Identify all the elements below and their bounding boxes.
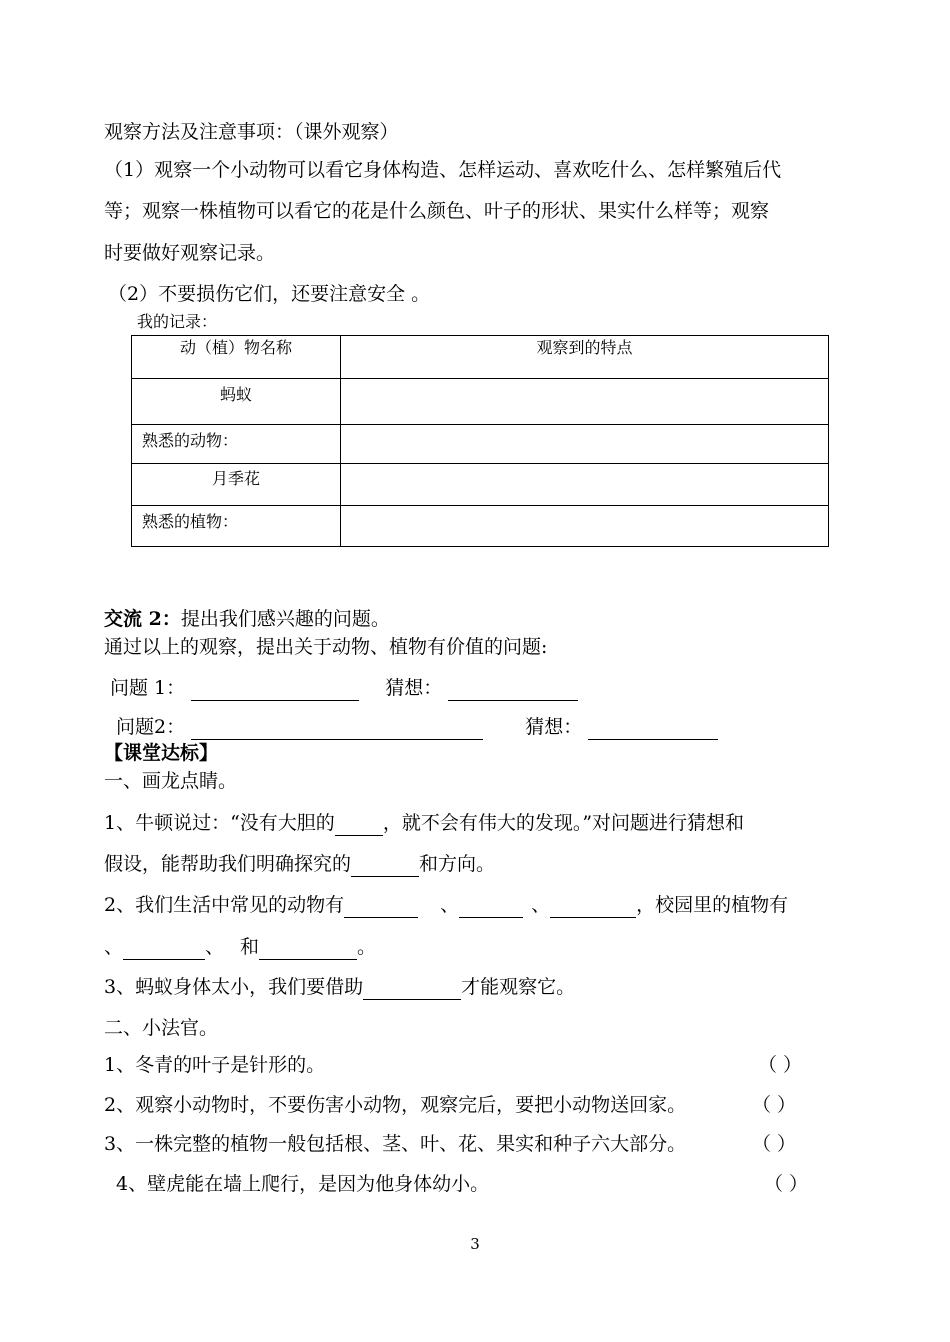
classroom-title: 【课堂达标】 (104, 742, 219, 764)
exchange2-intro: 通过以上的观察，提出关于动物、植物有价值的问题: (104, 636, 548, 658)
judge-item-3: 3、一株完整的植物一般包括根、茎、叶、花、果实和种子六大部分。 (104, 1133, 687, 1155)
row-features-cell[interactable] (341, 425, 829, 464)
fill-q3-line (104, 974, 575, 1000)
table-row (132, 379, 829, 425)
fill-q1-text-d: 和方向。 (419, 853, 496, 875)
fill-q2-sep4: 、 (205, 936, 225, 958)
fill-q2-blank3[interactable] (550, 897, 636, 918)
question2-line (116, 714, 718, 740)
row-name: 熟悉的植物： (132, 506, 341, 547)
methods-heading: 观察方法及注意事项：（课外观察） (104, 121, 399, 143)
fill-q1-text-c: 假设，能帮助我们明确探究的 (104, 853, 352, 875)
record-table (131, 335, 829, 547)
fill-q2-blank1[interactable] (344, 897, 418, 918)
header-name: 动（植）物名称 (132, 336, 341, 379)
row-name: 熟悉的动物： (132, 425, 341, 464)
fill-q3-text-b: 才能观察它。 (461, 976, 576, 998)
judge-answer-2[interactable]: （ ） (752, 1094, 797, 1116)
fill-q2-line2 (104, 934, 376, 960)
methods-p1-line2: 等；观察一株植物可以看它的花是什么颜色、叶子的形状、果实什么样等；观察 (104, 200, 770, 222)
judge-answer-3[interactable]: （ ） (752, 1133, 797, 1155)
question1-line (110, 675, 578, 701)
judge-answer-4[interactable]: （ ） (764, 1173, 809, 1195)
fill-q1-line1 (104, 810, 744, 836)
fill-q2-and: 和 (240, 936, 260, 958)
fill-q2-text-a: 2、我们生活中常见的动物有 (104, 894, 345, 916)
guess1-blank[interactable] (448, 680, 578, 701)
row-features-cell[interactable] (341, 379, 829, 425)
table-row (132, 425, 829, 464)
fill-q2-sep1: 、 (440, 894, 460, 916)
table-row (132, 506, 829, 547)
fill-q2-blank5[interactable] (259, 939, 357, 960)
fill-q1-text-b: ，就不会有伟大的发现。”对问题进行猜想和 (382, 812, 745, 834)
methods-p2: （2）不要损伤它们，还要注意安全 。 (108, 283, 431, 305)
row-features-cell[interactable] (341, 506, 829, 547)
fill-q2-blank2[interactable] (459, 897, 523, 918)
question2-label: 问题2： (116, 716, 186, 738)
question1-blank[interactable] (191, 680, 359, 701)
fill-q2-sep3: 、 (104, 936, 124, 958)
guess2-blank[interactable] (588, 719, 718, 740)
table-row (132, 464, 829, 506)
fill-q2-line1 (104, 892, 788, 918)
exchange2-label: 交流 2： (104, 608, 181, 630)
fill-q3-text-a: 3、蚂蚁身体太小，我们要借助 (104, 976, 364, 998)
fill-q2-sep2: 、 (531, 894, 551, 916)
fill-q1-text-a: 1、牛顿说过：“没有大胆的 (104, 812, 335, 834)
row-features-cell[interactable] (341, 464, 829, 506)
guess2-label: 猜想： (525, 716, 583, 738)
fill-q1-line2 (104, 851, 495, 877)
methods-p1-line1: （1）观察一个小动物可以看它身体构造、怎样运动、喜欢吃什么、怎样繁殖后代 (104, 159, 782, 181)
exchange2-title: 提出我们感兴趣的问题。 (180, 608, 390, 630)
part2-title: 二、小法官。 (104, 1017, 219, 1039)
judge-item-4: 4、壁虎能在墙上爬行，是因为他身体幼小。 (116, 1173, 490, 1195)
question1-label: 问题 1： (110, 677, 186, 699)
fill-q1-blank2[interactable] (351, 856, 419, 877)
judge-item-2: 2、观察小动物时，不要伤害小动物，观察完后，要把小动物送回家。 (104, 1094, 687, 1116)
methods-p1-line3: 时要做好观察记录。 (104, 242, 276, 264)
exchange2-heading (104, 606, 390, 632)
part1-title: 一、画龙点睛。 (104, 770, 238, 792)
fill-q3-blank[interactable] (363, 979, 461, 1000)
judge-answer-1[interactable]: （ ） (758, 1054, 803, 1076)
fill-q2-blank4[interactable] (123, 939, 205, 960)
judge-item-1: 1、冬青的叶子是针形的。 (104, 1054, 326, 1076)
question2-blank[interactable] (191, 719, 483, 740)
fill-q2-end: 。 (357, 936, 377, 958)
record-table-header (132, 336, 829, 379)
row-name: 蚂蚁 (132, 379, 341, 425)
fill-q1-blank1[interactable] (335, 815, 383, 836)
page-number: 3 (470, 1235, 480, 1253)
fill-q2-text-d: ，校园里的植物有 (636, 894, 789, 916)
record-label: 我的记录： (137, 312, 218, 331)
header-features: 观察到的特点 (341, 336, 829, 379)
guess1-label: 猜想： (385, 677, 443, 699)
row-name: 月季花 (132, 464, 341, 506)
